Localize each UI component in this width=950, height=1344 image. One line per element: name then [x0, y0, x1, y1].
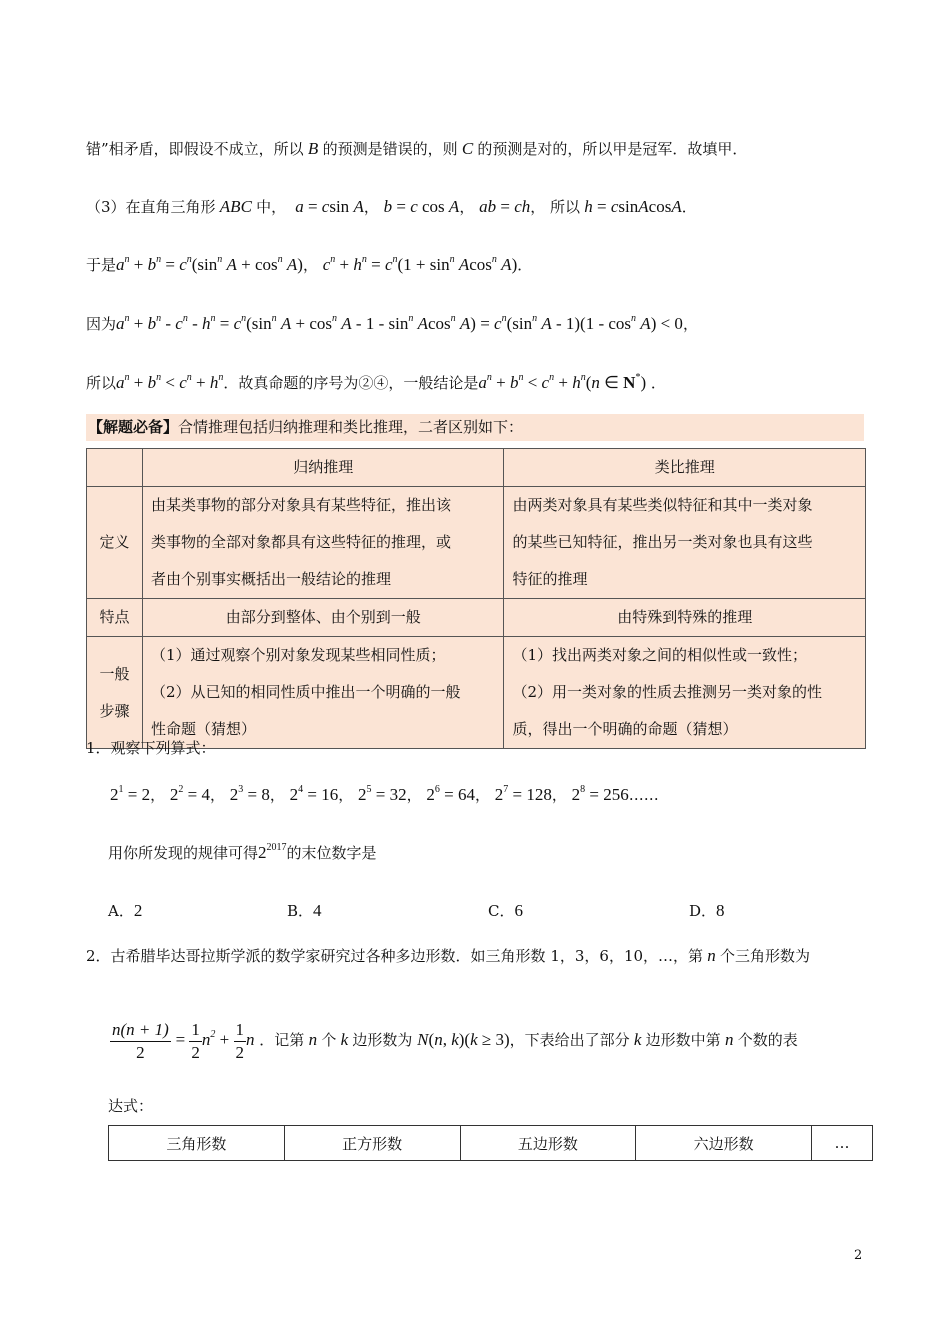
question-1-powers: $2^1 = 2$， $2^2 = 4$， $2^3 = 8$， $2^4 = 16$， $2^5 = 32$， $2^6 = 64$， $2^7 = 128$， $2^8$ = 256…… [110, 784, 659, 804]
option-b[interactable]: B．4 [287, 901, 322, 920]
table-header-cell: 五边形数 [460, 1126, 636, 1161]
table-cell: 由部分到整体、由个别到一般 [142, 599, 504, 637]
table-header-cell: 归纳推理 [142, 449, 504, 487]
page-number: 2 [854, 1248, 863, 1263]
table-cell: 由某类事物的部分对象具有某些特征，推出该 类事物的全部对象都具有这些特征的推理，或 者由个别事实概括出一般结论的推理 [142, 487, 504, 599]
polygon-number-table [108, 1125, 873, 1161]
paragraph-5: 所以$a^n + b^n < c^n + h^n$．故真命题的序号为②④，一般结论是$a^n + b^n < c^n + h^n(n$ ∈ N*) ． [86, 372, 666, 392]
paragraph-1: 错”相矛盾，即假设不成立，所以 B 的预测是错误的，则 C 的预测是对的，所以甲是冠军．故填甲． [86, 139, 748, 158]
question-2-continuation: 达式： [108, 1097, 154, 1115]
option-c[interactable]: C．6 [488, 901, 523, 920]
paragraph-3: 于是$a^n + b^n = c^n(\sin^n$ $A + \cos^n A$)， $c^n + h^n = c^n(1 + \sin^n Acos^n$ A)． [86, 254, 533, 274]
table-header-cell: … [812, 1126, 873, 1161]
paragraph-4: 因为$a^n + b^n - c^n - h^n = c^n(\sin^n$ $A + \cos^n A - 1 - \sin^n Acos^n$ $A) = c^n(\sin^n$ $A - 1)(1 - \cos^n A) < 0$， [86, 313, 698, 333]
option-d[interactable]: D．8 [689, 901, 725, 920]
table-row [87, 487, 866, 599]
key-points-banner: 【解题必备】合情推理包括归纳推理和类比推理，二者区别如下： [86, 414, 864, 441]
table-cell: （1）找出两类对象之间的相似性或一致性； （2）用一类对象的性质去推测另一类对象的性 质，得出一个明确的命题（猜想） [504, 637, 866, 749]
option-a[interactable]: A．2 [108, 901, 143, 920]
table-header-row [87, 449, 866, 487]
fraction: $\frac{1}{2}$ [191, 1019, 200, 1062]
table-header-cell: 六边形数 [636, 1126, 812, 1161]
table-cell: 由特殊到特殊的推理 [504, 599, 866, 637]
table-header-cell: 类比推理 [504, 449, 866, 487]
table-header-cell: 三角形数 [109, 1126, 285, 1161]
table-row [87, 599, 866, 637]
question-2-stem: 2．古希腊毕达哥拉斯学派的数学家研究过各种多边形数．如三角形数 1，3，6，10，…，第 n 个三角形数为 [86, 946, 811, 965]
comparison-table [86, 448, 866, 749]
table-cell: （1）通过观察个别对象发现某些相同性质； （2）从已知的相同性质中推出一个明确的一般 性命题（猜想） [142, 637, 504, 749]
table-row [87, 637, 866, 749]
table-header-cell [87, 449, 143, 487]
question-1-stem: 1．观察下列算式： [86, 739, 216, 757]
table-cell: 由两类对象具有某些类似特征和其中一类对象 的某些已知特征，推出另一类对象也具有这些 特征的推理 [504, 487, 866, 599]
fraction: $\frac{1}{2}$ [235, 1019, 245, 1062]
row-label: 定义 [87, 487, 143, 599]
table-header-row [109, 1126, 873, 1161]
question-1-ask: 用你所发现的规律可得$2^{2017}$的末位数字是 [108, 842, 377, 862]
paragraph-2: （3）在直角三角形 ABC 中， a = csin A， b = c cos A， ab = ch， 所以 h = csinAcosA． [86, 197, 697, 216]
question-2-formula-line: $\frac{n(n + 1)}{2}$ = $\frac{1}{2}$ $n^2$ + $\frac{1}{2}$ n ．记第 n 个 k 边形数为 N(n, k)(k ≥ 3)，下表给出了部分 k 边形数中第 n 个数的表 [112, 1019, 798, 1062]
table-header-cell: 正方形数 [284, 1126, 460, 1161]
fraction: $\frac{n(n + 1)}{2}$ [112, 1019, 169, 1062]
row-label: 一般 步骤 [87, 637, 143, 749]
row-label: 特点 [87, 599, 143, 637]
